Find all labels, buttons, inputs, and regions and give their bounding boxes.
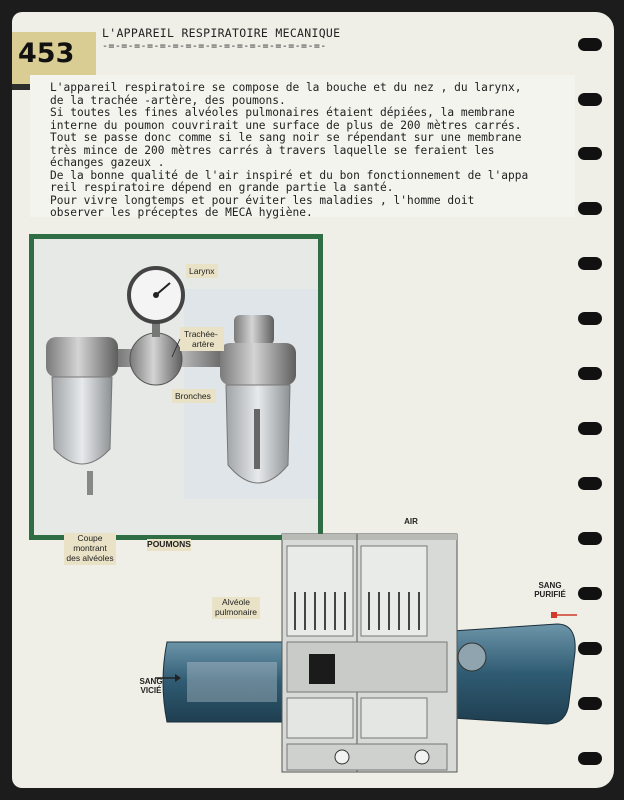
binder-hole (578, 697, 602, 710)
text-line: échanges gazeux . (50, 156, 165, 169)
sang-vicie-label (137, 677, 165, 695)
text-line: Pour vivre longtemps et pour éviter les maladies , l'homme doit (50, 193, 475, 207)
binder-hole (578, 532, 602, 545)
regulator-photo (29, 234, 323, 540)
binder-hole (578, 147, 602, 160)
coupe-label-line: des alvéoles (66, 553, 114, 563)
binder-hole (578, 477, 602, 490)
text-line: de la trachée -artère, des poumons. (50, 93, 286, 107)
text-line: L'appareil respiratoire se compose de la bouche et du nez , du larynx, (50, 81, 522, 94)
alveole-label-line: pulmonaire (214, 607, 258, 617)
binder-hole (578, 587, 602, 600)
sang-purifie-line: PURIFIÉ (534, 590, 566, 599)
regulator-illustration (34, 239, 318, 535)
sang-purifie-line: SANG (538, 581, 562, 590)
binder-hole (578, 642, 602, 655)
bronches-label: Bronches (175, 391, 211, 401)
scrapbook-page (12, 12, 614, 788)
binder-hole (578, 752, 602, 765)
typed-text-block (30, 75, 575, 217)
text-line: observer les préceptes de MECA hygiène. (50, 206, 313, 219)
coupe-label-line: Coupe (77, 533, 103, 543)
sang-vicie-line: SANG (139, 677, 163, 686)
alveole-label (212, 597, 260, 619)
binder-hole (578, 422, 602, 435)
poumons-label: POUMONS (147, 539, 191, 549)
text-line: reil respiratoire dépend en grande partie la santé. (50, 181, 394, 194)
binder-hole (578, 38, 602, 51)
trachee-label: Trachée- (184, 329, 218, 339)
binder-hole (578, 312, 602, 325)
text-line: Si toutes les fines alvéoles pulmonaires étaient dépiées, la membrane (50, 106, 515, 119)
cabinet-illustration (137, 512, 577, 782)
text-line: interne du poumon couvrirait une surface de plus de 200 mètres carrés. (50, 118, 522, 132)
text-line: De la bonne qualité de l'air inspiré et du bon fonctionnement de l'appa (50, 168, 529, 182)
text-line: Tout se passe donc comme si le sang noir se répendant sur une membrane (50, 131, 522, 144)
page-number: 453 (18, 38, 75, 69)
binder-hole (578, 202, 602, 215)
binder-hole (578, 257, 602, 270)
binder-hole (578, 367, 602, 380)
page-title: L'APPAREIL RESPIRATOIRE MECANIQUE (102, 26, 341, 40)
red-arrow-icon (551, 612, 557, 618)
title-underline: -=-=-=-=-=-=-=-=-=-=-=-=-=-=-=-=-=- (102, 41, 327, 52)
larynx-label: Larynx (189, 266, 215, 276)
air-label: AIR (404, 517, 418, 526)
coupe-label (64, 533, 116, 565)
trachee-label-2: artère (192, 339, 215, 349)
sang-purifie-label (534, 581, 566, 599)
binder-hole (578, 93, 602, 106)
alveole-label-line: Alvéole (222, 597, 250, 607)
sang-vicie-line: VICIÉ (140, 686, 162, 695)
coupe-label-line: montrant (73, 543, 107, 553)
text-line: très mince de 200 mètres carrés à travers laquelle se feraient les (50, 143, 495, 157)
